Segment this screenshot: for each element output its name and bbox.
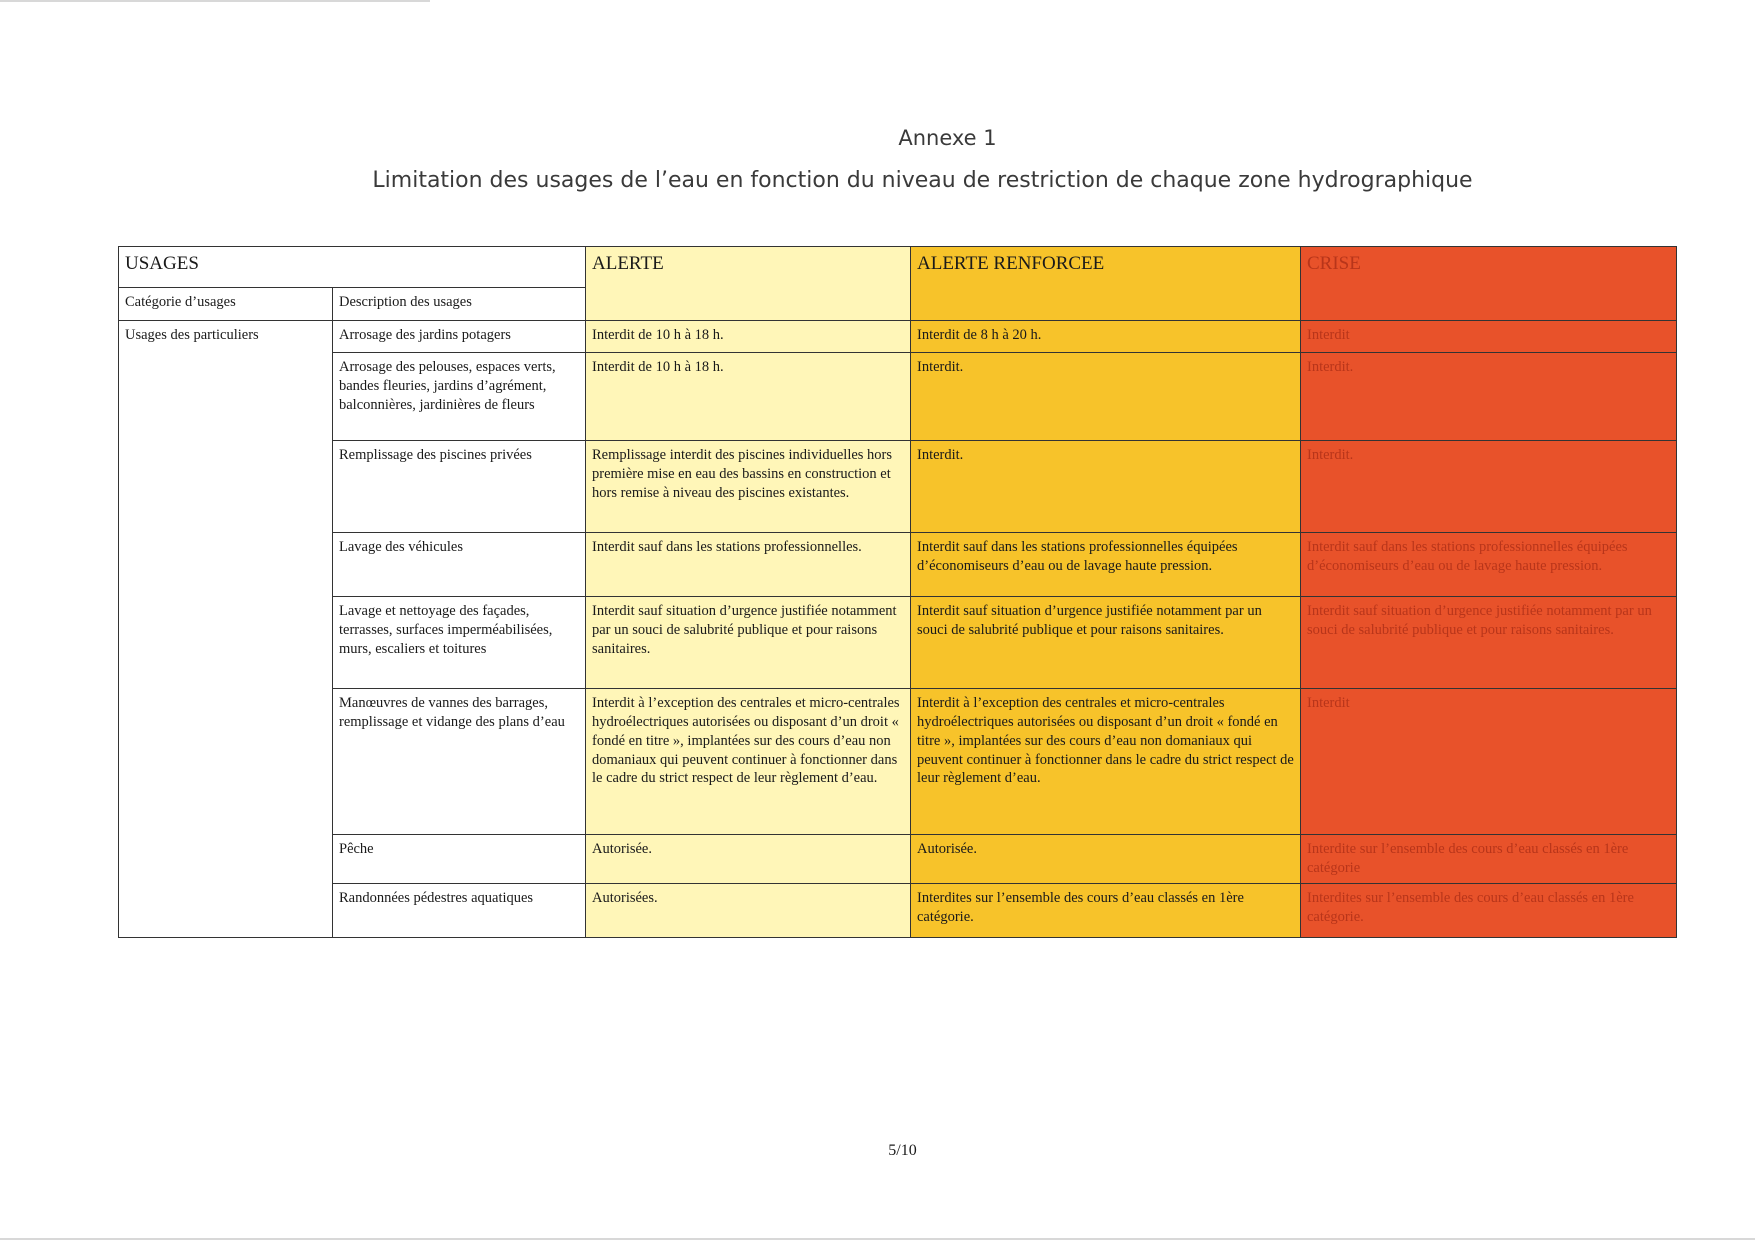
description-cell: Manœuvres de vannes des barrages, remplissage et vidange des plans d’eau (333, 689, 586, 835)
description-cell: Arrosage des jardins potagers (333, 321, 586, 353)
renforcee-cell: Interdit de 8 h à 20 h. (911, 321, 1301, 353)
crise-cell: Interdit (1301, 321, 1677, 353)
alerte-cell: Autorisées. (586, 883, 911, 937)
scan-edge-top (0, 0, 430, 2)
page-number: 5/10 (888, 1142, 917, 1159)
renforcee-cell: Interdites sur l’ensemble des cours d’eau classés en 1ère catégorie. (911, 883, 1301, 937)
renforcee-cell: Interdit à l’exception des centrales et micro-centrales hydroélectriques autorisées ou disposant d’un droit « fondé en titre », implantées sur des cours d’eau non domaniaux qui peuvent continuer à fonctionner dans le cadre du strict respect de leur règlement d’eau. (911, 689, 1301, 835)
page-title: Limitation des usages de l’eau en fonction du niveau de restriction de chaque zone hydrographique (372, 168, 1473, 193)
table-row (119, 689, 1677, 835)
alerte-cell: Interdit de 10 h à 18 h. (586, 353, 911, 441)
description-cell: Remplissage des piscines privées (333, 441, 586, 533)
alerte-cell: Interdit de 10 h à 18 h. (586, 321, 911, 353)
description-cell: Lavage et nettoyage des façades, terrasses, surfaces imperméabilisées, murs, escaliers et toitures (333, 597, 586, 689)
description-cell: Pêche (333, 835, 586, 884)
table-row (119, 597, 1677, 689)
alerte-cell: Interdit sauf dans les stations professionnelles. (586, 533, 911, 597)
crise-cell: Interdit. (1301, 441, 1677, 533)
table-row (119, 441, 1677, 533)
renforcee-cell: Interdit. (911, 441, 1301, 533)
table-row (119, 835, 1677, 884)
usages-header: USAGES (119, 247, 586, 288)
crise-cell: Interdite sur l’ensemble des cours d’eau classés en 1ère catégorie (1301, 835, 1677, 884)
crise-cell: Interdit. (1301, 353, 1677, 441)
level-header-alerte-renforcee: ALERTE RENFORCEE (911, 247, 1301, 321)
alerte-cell: Autorisée. (586, 835, 911, 884)
alerte-cell: Interdit à l’exception des centrales et micro-centrales hydroélectriques autorisées ou disposant d’un droit « fondé en titre », implantées sur des cours d’eau non domaniaux qui peuvent continuer à fonctionner dans le cadre du strict respect de leur règlement d’eau. (586, 689, 911, 835)
alerte-cell: Interdit sauf situation d’urgence justifiée notamment par un souci de salubrité publique et pour raisons sanitaires. (586, 597, 911, 689)
level-header-alerte: ALERTE (586, 247, 911, 321)
table-row (119, 353, 1677, 441)
description-cell: Arrosage des pelouses, espaces verts, bandes fleuries, jardins d’agrément, balconnières, jardinières de fleurs (333, 353, 586, 441)
crise-cell: Interdit (1301, 689, 1677, 835)
table-row (119, 321, 1677, 353)
restrictions-table (118, 246, 1677, 938)
crise-cell: Interdit sauf dans les stations professionnelles équipées d’économiseurs d’eau ou de lavage haute pression. (1301, 533, 1677, 597)
crise-cell: Interdit sauf situation d’urgence justifiée notamment par un souci de salubrité publique et pour raisons sanitaires. (1301, 597, 1677, 689)
renforcee-cell: Interdit. (911, 353, 1301, 441)
annex-title: Annexe 1 (898, 126, 997, 150)
table-row (119, 883, 1677, 937)
description-cell: Randonnées pédestres aquatiques (333, 883, 586, 937)
table-header-row (119, 247, 1677, 288)
table-row (119, 533, 1677, 597)
crise-cell: Interdites sur l’ensemble des cours d’eau classés en 1ère catégorie. (1301, 883, 1677, 937)
level-header-crise: CRISE (1301, 247, 1677, 321)
renforcee-cell: Autorisée. (911, 835, 1301, 884)
description-column-header: Description des usages (333, 288, 586, 321)
title-block (0, 126, 1755, 193)
description-cell: Lavage des véhicules (333, 533, 586, 597)
renforcee-cell: Interdit sauf situation d’urgence justifiée notamment par un souci de salubrité publique et pour raisons sanitaires. (911, 597, 1301, 689)
category-cell: Usages des particuliers (119, 321, 333, 938)
renforcee-cell: Interdit sauf dans les stations professionnelles équipées d’économiseurs d’eau ou de lavage haute pression. (911, 533, 1301, 597)
category-column-header: Catégorie d’usages (119, 288, 333, 321)
alerte-cell: Remplissage interdit des piscines individuelles hors première mise en eau des bassins en construction et hors remise à niveau des piscines existantes. (586, 441, 911, 533)
